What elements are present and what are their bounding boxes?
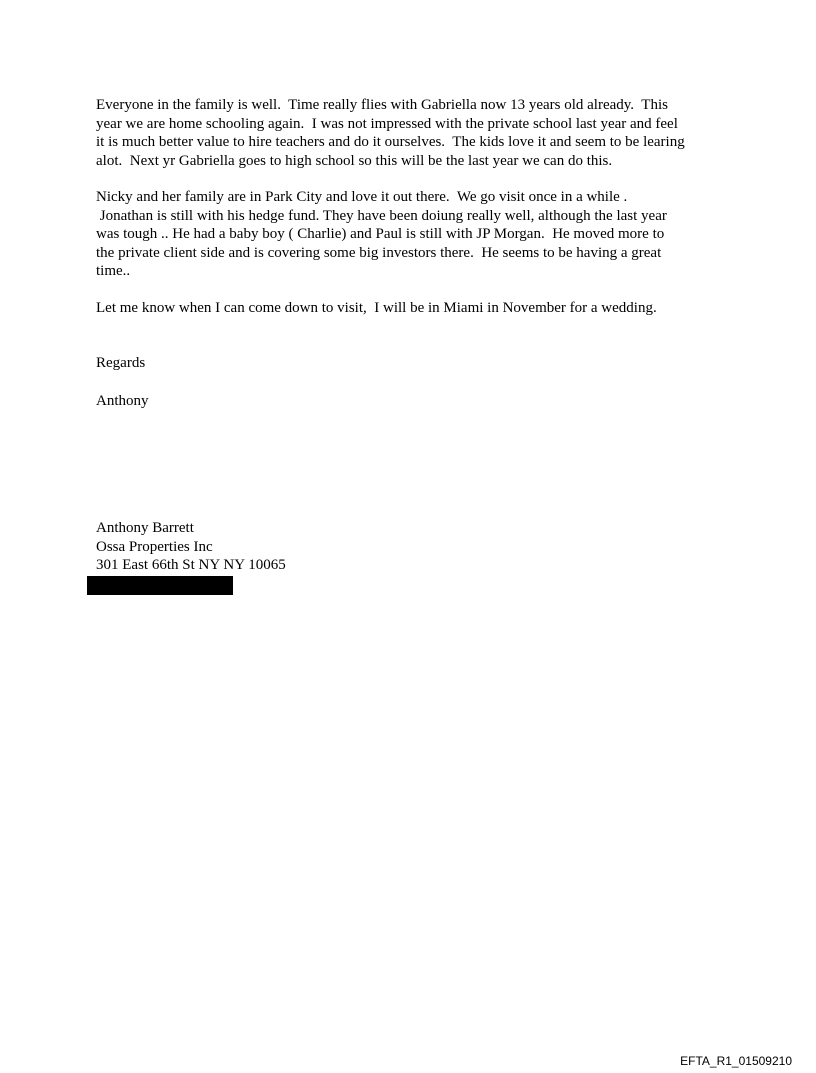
paragraph-line: Jonathan is still with his hedge fund. They have been doiung really well, although the last year xyxy=(96,207,667,224)
paragraph-family-news xyxy=(96,96,736,170)
paragraph-relatives-news xyxy=(96,188,736,281)
paragraph-line: alot. Next yr Gabriella goes to high school so this will be the last year we can do this. xyxy=(96,152,613,169)
signoff-text: Anthony xyxy=(96,393,149,409)
signoff-name xyxy=(96,392,736,411)
signature-company: Ossa Properties Inc xyxy=(96,538,213,555)
paragraph-line: time.. xyxy=(96,263,131,279)
paragraph-line: the private client side and is covering some big investors there. He seems to be having a great xyxy=(96,244,662,261)
signature-name: Anthony Barrett xyxy=(96,520,194,536)
signature-address: 301 East 66th St NY NY 10065 xyxy=(96,557,286,573)
closing-regards xyxy=(96,354,736,373)
closing-text: Regards xyxy=(96,355,146,371)
redaction-bar xyxy=(87,576,233,595)
document-id-footer: EFTA_R1_01509210 xyxy=(680,1054,792,1068)
paragraph-line: it is much better value to hire teachers and do it ourselves. The kids love it and seem to be learing xyxy=(96,134,685,150)
paragraph-line: Everyone in the family is well. Time really flies with Gabriella now 13 years old already. This xyxy=(96,97,668,113)
signature-block xyxy=(96,519,736,575)
paragraph-line: was tough .. He had a baby boy ( Charlie) and Paul is still with JP Morgan. He moved more to xyxy=(96,226,665,242)
paragraph-line: Nicky and her family are in Park City and love it out there. We go visit once in a while . xyxy=(96,189,628,205)
paragraph-visit-plans xyxy=(96,299,736,318)
paragraph-line: year we are home schooling again. I was not impressed with the private school last year and feel xyxy=(96,115,678,132)
paragraph-line: Let me know when I can come down to visit, I will be in Miami in November for a wedding. xyxy=(96,300,657,316)
